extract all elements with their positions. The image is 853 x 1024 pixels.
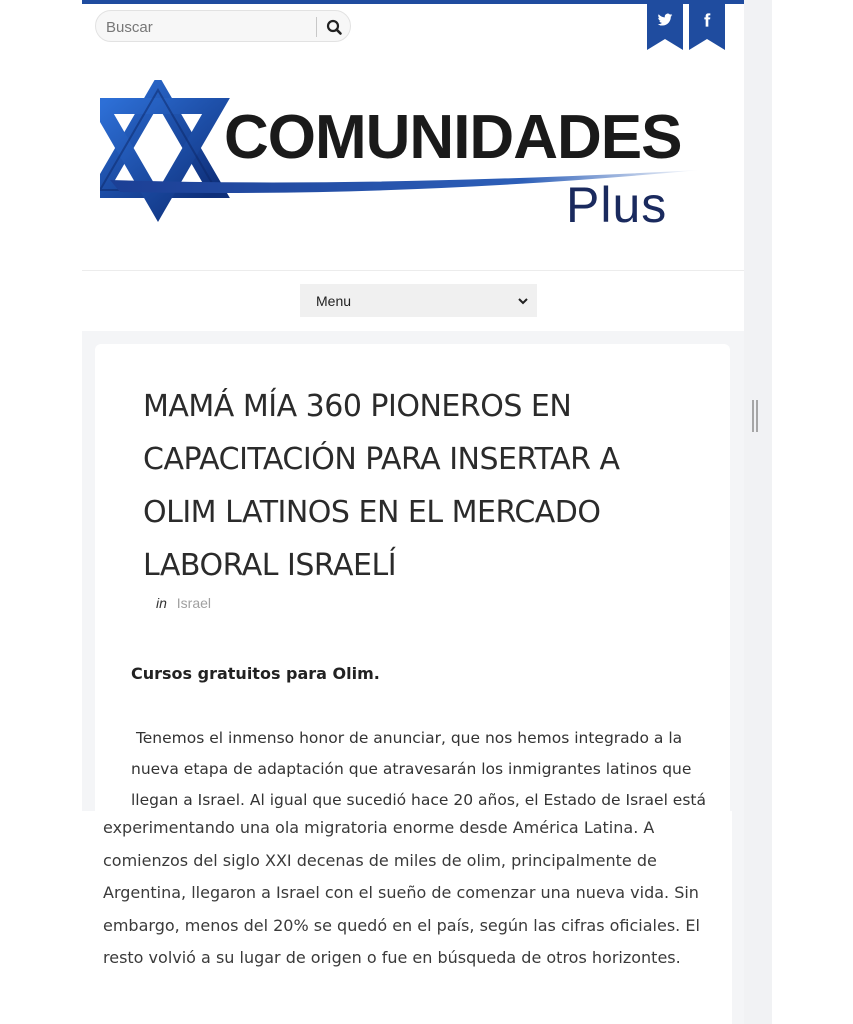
menu-label: Menu	[316, 293, 352, 309]
scrollbar-grip[interactable]	[752, 400, 758, 432]
twitter-icon	[657, 12, 673, 28]
article-intro-paragraph	[131, 723, 711, 816]
meta-prefix: in	[156, 595, 167, 611]
article-subheading: Cursos gratuitos para Olim.	[131, 664, 380, 683]
search-button[interactable]	[322, 15, 346, 39]
search-icon	[322, 15, 346, 39]
intro-text: Tenemos el inmenso honor de anunciar, que nos hemos integrado a la nueva etapa de adaptación que atravesarán los inmigrantes latinos que llegan a Israel. Al igual que sucedió hace 20 años, el Estado de Israel está	[131, 729, 706, 809]
search-divider	[316, 17, 317, 37]
scrollbar-track[interactable]	[744, 0, 772, 1024]
menu-dropdown[interactable]	[300, 284, 537, 317]
brand-suffix: Plus	[566, 177, 668, 233]
article-meta	[156, 595, 211, 611]
category-link[interactable]: Israel	[176, 595, 212, 611]
site-logo[interactable]	[100, 80, 720, 240]
facebook-icon	[699, 12, 715, 28]
article-title: MAMÁ MÍA 360 PIONEROS EN CAPACITACIÓN PARA INSERTAR A OLIM LATINOS EN EL MERCADO LABORAL ISRAELÍ	[143, 389, 620, 583]
chevron-down-icon	[517, 295, 529, 307]
search-input[interactable]	[106, 18, 306, 36]
search-form	[95, 10, 351, 42]
article-continued-paragraph: experimentando una ola migratoria enorme desde América Latina. A comienzos del siglo XXI decenas de miles de olim, principalmente de Argentina, llegaron a Israel con el sueño de comenzar una nueva vida. Sin embargo, menos del 20% se quedó en el país, según las cifras oficiales. El resto volvió a su lugar de origen o fue en búsqueda de otros horizontes.	[103, 818, 700, 967]
brand-name: COMUNIDADES	[224, 103, 682, 172]
